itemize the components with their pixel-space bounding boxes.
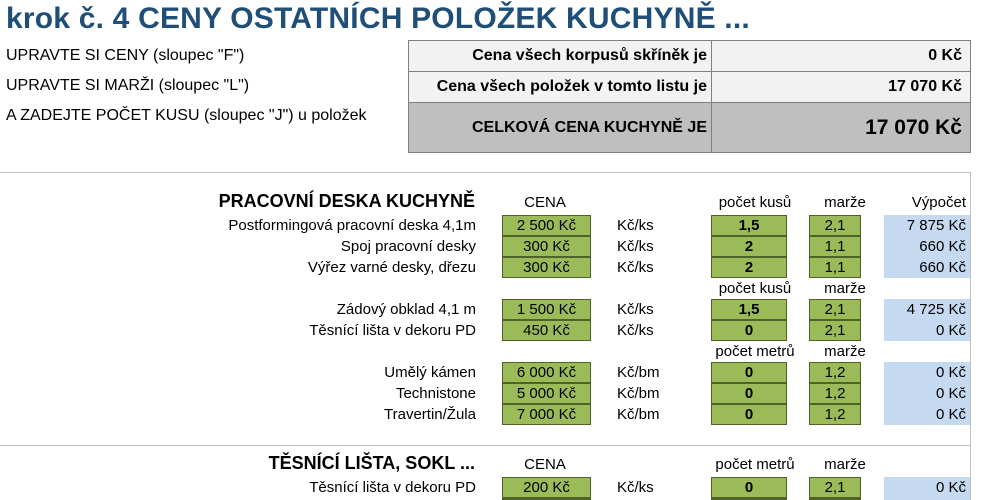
column-header-quantity: počet kusů xyxy=(718,194,792,211)
section-title-seal-strip: TĚSNÍCÍ LIŠTA, SOKL ... xyxy=(268,453,475,473)
price-input[interactable]: 2 500 Kč xyxy=(502,215,591,236)
price-input[interactable]: 5 000 Kč xyxy=(502,383,591,404)
summary-total-label: CELKOVÁ CENA KUCHYNĚ JE xyxy=(408,102,712,153)
row-label: Těsnící lišta v dekoru PD xyxy=(309,322,476,339)
margin-input[interactable]: 1,2 xyxy=(809,383,861,404)
column-header-margin: marže xyxy=(824,343,866,360)
summary-korpus-value[interactable]: 0 Kč xyxy=(711,40,971,72)
unit-label: Kč/ks xyxy=(617,259,654,276)
result-cell: 0 Kč xyxy=(884,477,970,498)
column-header-price: CENA xyxy=(524,194,566,211)
section-title-worktop: PRACOVNÍ DESKA KUCHYNĚ xyxy=(218,191,475,211)
result-cell: 0 Kč xyxy=(884,383,970,404)
quantity-input[interactable]: 0 xyxy=(711,383,787,404)
row-label: Výřez varné desky, dřezu xyxy=(307,259,476,276)
row-label: Spoj pracovní desky xyxy=(340,238,476,255)
quantity-input[interactable]: 0 xyxy=(711,362,787,383)
margin-input[interactable]: 1,1 xyxy=(809,236,861,257)
unit-label: Kč/ks xyxy=(617,479,654,496)
quantity-input[interactable]: 1,5 xyxy=(711,215,787,236)
instruction-prices: UPRAVTE SI CENY (sloupec "F") xyxy=(6,47,245,64)
margin-input[interactable]: 1,1 xyxy=(809,257,861,278)
instruction-quantity: A ZADEJTE POČET KUSU (sloupec "J") u položek xyxy=(6,107,367,124)
quantity-input[interactable]: 1,5 xyxy=(711,299,787,320)
column-header-margin: marže xyxy=(824,194,866,211)
row-label: Zádový obklad 4,1 m xyxy=(336,301,476,318)
price-input[interactable]: 200 Kč xyxy=(502,477,591,498)
separator-line xyxy=(0,172,971,173)
quantity-input[interactable]: 0 xyxy=(711,477,787,498)
column-header-calculation: Výpočet xyxy=(911,194,966,211)
column-header-margin: marže xyxy=(824,280,866,297)
row-label: Postformingová pracovní deska 4,1m xyxy=(228,217,476,234)
unit-label: Kč/ks xyxy=(617,217,654,234)
price-input[interactable]: 6 000 Kč xyxy=(502,362,591,383)
price-input[interactable]: 7 000 Kč xyxy=(502,404,591,425)
price-input[interactable]: 300 Kč xyxy=(502,236,591,257)
instruction-margin: UPRAVTE SI MARŽI (sloupec "L") xyxy=(6,77,250,94)
margin-input[interactable]: 2,1 xyxy=(809,299,861,320)
unit-label: Kč/bm xyxy=(617,385,660,402)
row-label: Technistone xyxy=(395,385,476,402)
row-label: Travertin/Žula xyxy=(384,406,476,423)
unit-label: Kč/ks xyxy=(617,301,654,318)
summary-list-value[interactable]: 17 070 Kč xyxy=(711,71,971,103)
result-cell: 0 Kč xyxy=(884,320,970,341)
price-input[interactable]: 450 Kč xyxy=(502,320,591,341)
column-header-price: CENA xyxy=(524,456,566,473)
result-cell: 7 875 Kč xyxy=(884,215,970,236)
column-header-meters: počet metrů xyxy=(715,456,795,473)
column-header-meters: počet metrů xyxy=(715,343,795,360)
separator-line xyxy=(0,445,971,446)
page-title: krok č. 4 CENY OSTATNÍCH POLOŽEK KUCHYNĚ ... xyxy=(6,2,750,35)
grid-border xyxy=(970,172,971,500)
row-label: Těsnící lišta v dekoru PD xyxy=(309,479,476,496)
result-cell: 660 Kč xyxy=(884,236,970,257)
summary-list-label: Cena všech položek v tomto listu je xyxy=(408,71,712,103)
unit-label: Kč/ks xyxy=(617,322,654,339)
price-input[interactable]: 1 500 Kč xyxy=(502,299,591,320)
result-cell: 0 Kč xyxy=(884,404,970,425)
result-cell: 4 725 Kč xyxy=(884,299,970,320)
quantity-input[interactable]: 2 xyxy=(711,236,787,257)
summary-korpus-label: Cena všech korpusů skříněk je xyxy=(408,40,712,72)
result-cell: 660 Kč xyxy=(884,257,970,278)
unit-label: Kč/bm xyxy=(617,364,660,381)
result-cell: 0 Kč xyxy=(884,362,970,383)
quantity-input[interactable]: 0 xyxy=(711,320,787,341)
price-input[interactable]: 300 Kč xyxy=(502,257,591,278)
unit-label: Kč/ks xyxy=(617,238,654,255)
unit-label: Kč/bm xyxy=(617,406,660,423)
quantity-input[interactable]: 0 xyxy=(711,404,787,425)
summary-total-value[interactable]: 17 070 Kč xyxy=(711,102,971,153)
column-header-margin: marže xyxy=(824,456,866,473)
margin-input[interactable]: 1,2 xyxy=(809,362,861,383)
margin-input[interactable]: 1,2 xyxy=(809,404,861,425)
row-label: Umělý kámen xyxy=(384,364,476,381)
margin-input[interactable]: 2,1 xyxy=(809,320,861,341)
margin-input[interactable]: 2,1 xyxy=(809,215,861,236)
column-header-quantity: počet kusů xyxy=(718,280,792,297)
margin-input[interactable]: 2,1 xyxy=(809,477,861,498)
quantity-input[interactable]: 2 xyxy=(711,257,787,278)
